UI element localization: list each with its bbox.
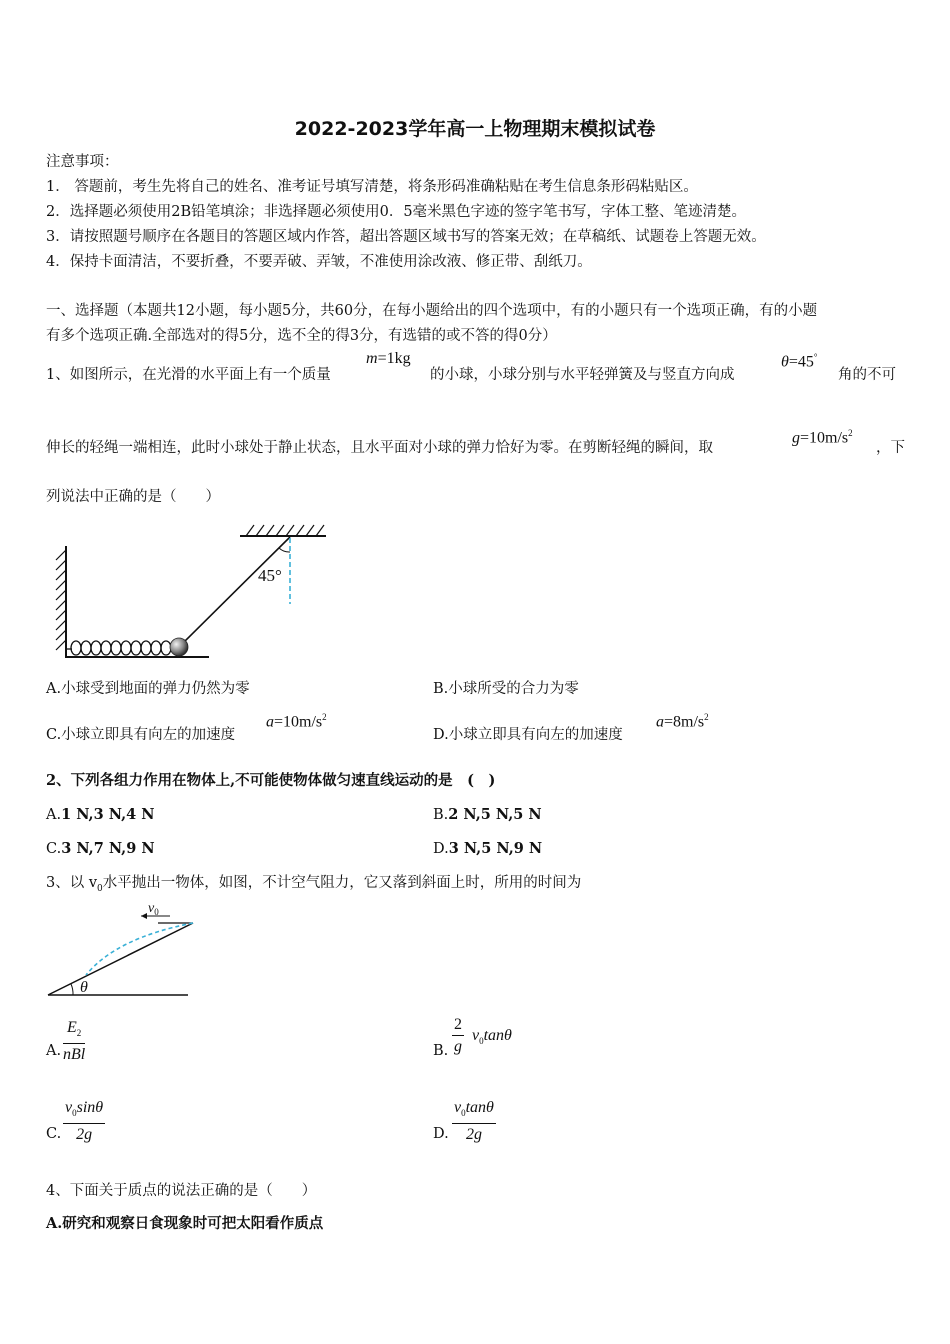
q2-option-a: A.1 N,3 N,4 N <box>46 806 155 823</box>
q4-option-a: A.研究和观察日食现象时可把太阳看作质点 <box>46 1215 324 1232</box>
q1-gravity: $g=10m/s^2$ <box>792 428 853 447</box>
spring <box>66 641 171 655</box>
q1-stem-line2-end: ，下 <box>876 440 905 456</box>
q1-theta: θ=45° <box>781 352 818 371</box>
angle-arc <box>279 548 290 552</box>
notice-heading: 注意事项： <box>46 154 119 170</box>
incline-line <box>48 923 193 995</box>
notice-item: 1． 答题前，考生先将自己的姓名、准考证号填写清楚，将条形码准确粘贴在考生信息条形码粘贴区。 <box>46 179 698 195</box>
q1-stem-part1: 1、如图所示，在光滑的水平面上有一个质量 <box>46 367 331 383</box>
q1-stem-line2: 伸长的轻绳一端相连，此时小球处于静止状态，且水平面对小球的弹力恰好为零。在剪断轻绳的瞬间，取 <box>46 440 713 456</box>
page-title: 2022-2023学年高一上物理期末模拟试卷 <box>294 118 656 140</box>
section-heading-line1: 一、选择题（本题共12小题，每小题5分，共60分，在每小题给出的四个选项中，有的小题只有一个选项正确，有的小题 <box>46 303 818 319</box>
rope <box>182 537 290 644</box>
q1-stem-part2: 的小球，小球分别与水平轻弹簧及与竖直方向成 <box>430 367 735 383</box>
q3-option-b-fraction: $\frac{2}{g}$ <box>454 1016 462 1055</box>
q3-option-d-label: D. <box>433 1126 449 1142</box>
q2-option-d: D.3 N,5 N,9 N <box>433 840 543 857</box>
ball <box>170 638 188 656</box>
angle-arc <box>71 984 73 995</box>
q1-option-c: C.小球立即具有向左的加速度 <box>46 727 236 743</box>
q1-mass: m=1kg <box>366 350 411 367</box>
notice-item: 3．请按照题号顺序在各题目的答题区域内作答，超出答题区域书写的答案无效；在草稿纸、试题卷上答题无效。 <box>46 229 766 245</box>
angle-label: 45° <box>258 566 282 585</box>
q3-option-c-label: C. <box>46 1126 62 1142</box>
q2-option-c: C.3 N,7 N,9 N <box>46 840 155 857</box>
q1-stem-part3: 角的不可 <box>838 367 896 383</box>
q1-option-c-math: $a=10m/s^2$ <box>266 712 327 731</box>
ceiling-hatch <box>246 525 324 536</box>
notice-item: 4．保持卡面清洁，不要折叠，不要弄破、弄皱，不准使用涂改液、修正带、刮纸刀。 <box>46 254 592 270</box>
q3-figure <box>46 898 196 1000</box>
q1-option-b: B.小球所受的合力为零 <box>433 681 579 697</box>
q2-stem: 2、下列各组力作用在物体上,不可能使物体做匀速直线运动的是 ( ) <box>46 772 496 789</box>
q1-option-d: D.小球立即具有向左的加速度 <box>433 727 623 743</box>
q2-option-b: B.2 N,5 N,5 N <box>433 806 542 823</box>
angle-label: θ <box>80 979 88 996</box>
section-heading-line2: 有多个选项正确.全部选对的得5分，选不全的得3分，有选错的或不答的得0分） <box>46 328 557 344</box>
q3-option-b-label: B. <box>433 1043 449 1059</box>
velocity-label: $v_0$ <box>148 901 159 917</box>
velocity-arrowhead <box>141 913 147 919</box>
q1-figure <box>46 518 346 668</box>
q3-option-a-label: A. <box>46 1043 62 1059</box>
q1-option-d-math: $a=8m/s^2$ <box>656 712 709 731</box>
q3-option-a-fraction: $E_2$ nBl <box>63 1019 86 1064</box>
notice-item: 2．选择题必须使用2B铅笔填涂；非选择题必须使用0．5毫米黑色字迹的签字笔书写，字体工整、笔迹清楚。 <box>46 204 747 220</box>
q3-option-b-term: $v_0\tan\theta$ <box>472 1027 512 1047</box>
q4-stem: 4、下面关于质点的说法正确的是（ ） <box>46 1183 317 1199</box>
q1-option-a: A.小球受到地面的弹力仍然为零 <box>46 681 250 697</box>
q3-stem: 3、以 $v_0$水平抛出一物体，如图，不计空气阻力，它又落到斜面上时，所用的时间为 <box>46 875 582 894</box>
q1-stem-line3: 列说法中正确的是（ ） <box>46 489 220 505</box>
q3-option-d-fraction: $\frac{v_0\tan\theta}{2g}$ <box>454 1099 494 1144</box>
q3-option-c-fraction: $\frac{v_0\sin\theta}{2g}$ <box>65 1099 104 1144</box>
wall-hatch <box>56 550 66 650</box>
